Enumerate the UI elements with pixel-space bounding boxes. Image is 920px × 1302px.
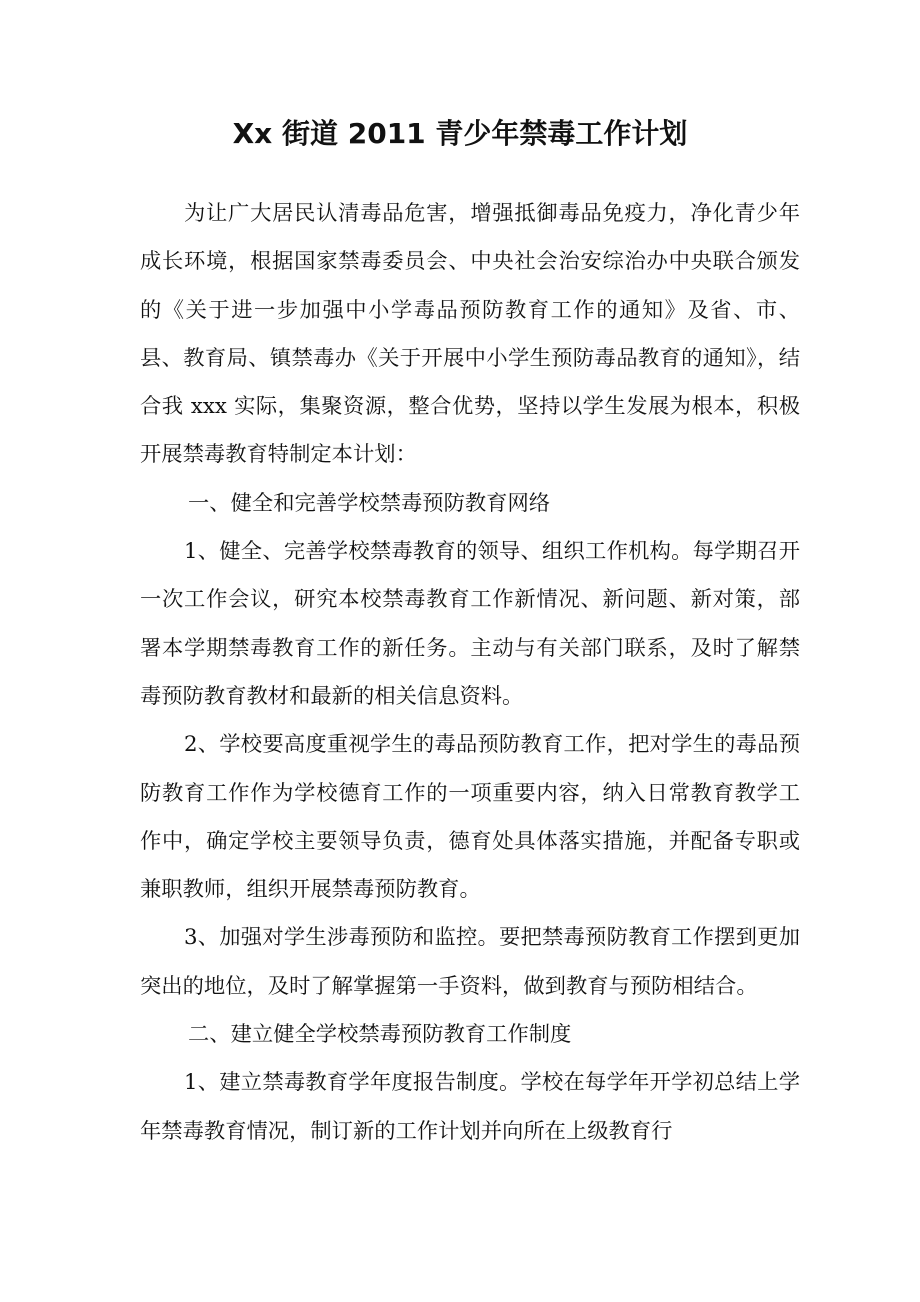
section-1-item-1: 1、健全、完善学校禁毒教育的领导、组织工作机构。每学期召开一次工作会议，研究本校禁毒教育工作新情况、新问题、新对策，部署本学期禁毒教育工作的新任务。主动与有关部门联系，及时了解禁毒预防教育教材和最新的相关信息资料。 xyxy=(140,539,800,709)
intro-paragraph: 为让广大居民认清毒品危害，增强抵御毒品免疫力，净化青少年成长环境，根据国家禁毒委员会、中央社会治安综治办中央联合颁发的《关于进一步加强中小学毒品预防教育工作的通知》及省、市、县、教育局、镇禁毒办《关于开展中小学生预防毒品教育的通知》，结合我 xxx 实际，集聚资源，整合优势，坚持以学生发展为根本，积极开展禁毒教育特制定本计划： xyxy=(140,201,800,468)
section-2-item-1: 1、建立禁毒教育学年度报告制度。学校在每学年开学初总结上学年禁毒教育情况，制订新的工作计划并向所在上级教育行 xyxy=(140,1070,800,1144)
section-1-item-3: 3、加强对学生涉毒预防和监控。要把禁毒预防教育工作摆到更加突出的地位，及时了解掌握第一手资料，做到教育与预防相结合。 xyxy=(140,925,800,999)
section-1-item-2: 2、学校要高度重视学生的毒品预防教育工作，把对学生的毒品预防教育工作作为学校德育工作的一项重要内容，纳入日常教育教学工作中，确定学校主要领导负责，德育处具体落实措施，并配备专职或兼职教师，组织开展禁毒预防教育。 xyxy=(140,732,800,903)
section-heading-2: 二、建立健全学校禁毒预防教育工作制度 xyxy=(188,1022,572,1048)
section-heading-1: 一、健全和完善学校禁毒预防教育网络 xyxy=(188,490,551,516)
document-title: Xx 街道 2011 青少年禁毒工作计划 xyxy=(232,117,688,150)
document-body xyxy=(140,190,800,1156)
